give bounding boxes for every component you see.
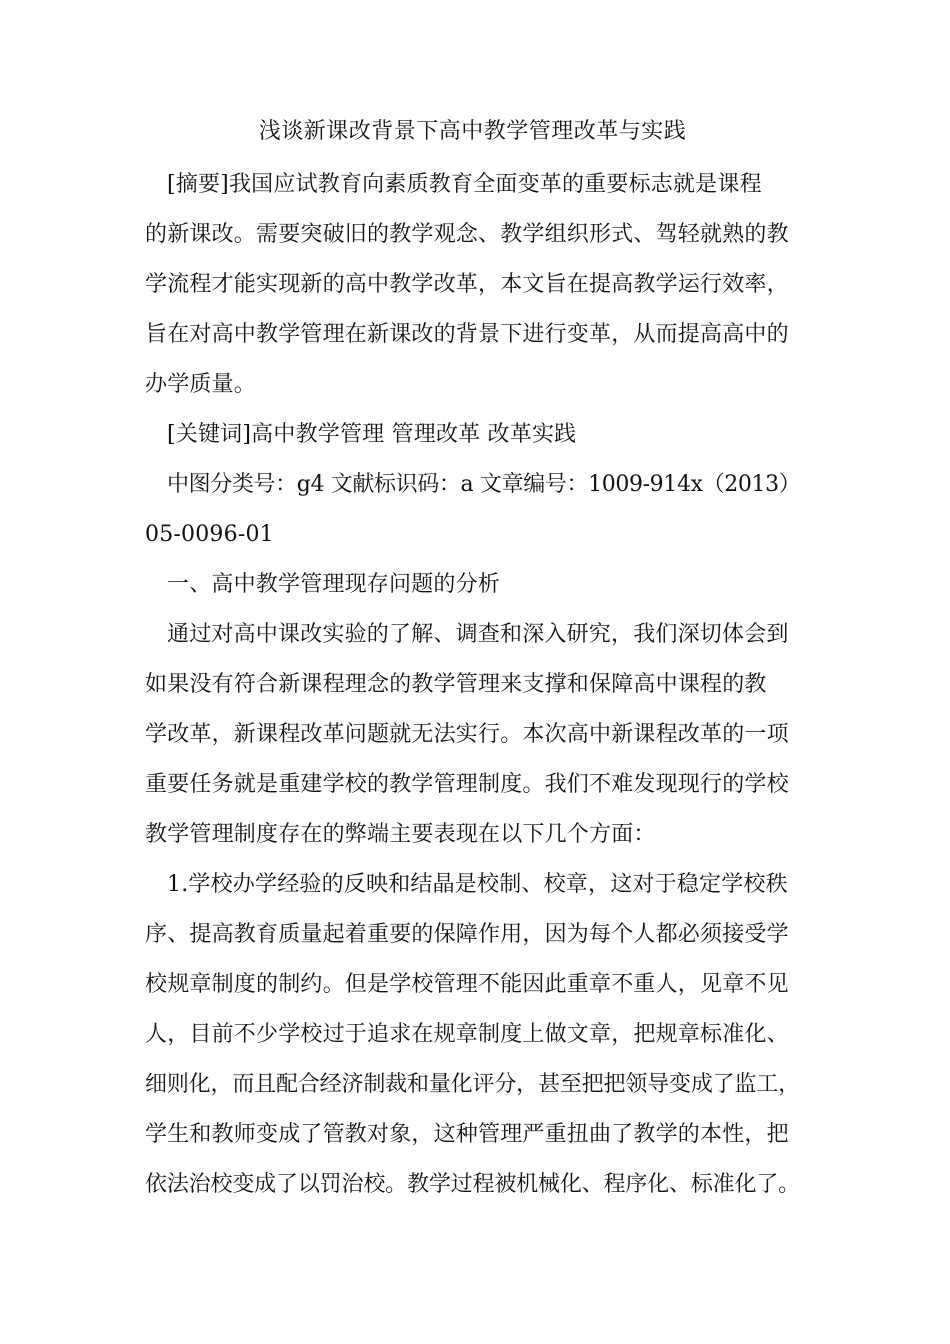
text-line: 如果没有符合新课程理念的教学管理来支撑和保障高中课程的教	[145, 672, 767, 697]
document-body	[145, 112, 800, 1210]
text-line: 的新课改。需要突破旧的教学观念、教学组织形式、驾轻就熟的教	[145, 222, 789, 247]
text-line: 序、提高教育质量起着重要的保障作用，因为每个人都必须接受学	[145, 922, 789, 947]
text-line: 依法治校变成了以罚治校。教学过程被机械化、程序化、标准化了。	[145, 1172, 801, 1197]
text-line: 人，目前不少学校过于追求在规章制度上做文章，把规章标准化、	[145, 1022, 789, 1047]
text-line: [摘要]我国应试教育向素质教育全面变革的重要标志就是课程	[167, 172, 762, 197]
text-line: 05-0096-01	[145, 522, 274, 547]
document-text	[145, 160, 800, 1210]
text-line: 一、高中教学管理现存问题的分析	[167, 572, 501, 597]
text-line: 教学管理制度存在的弊端主要表现在以下几个方面：	[145, 822, 656, 847]
text-line: 学生和教师变成了管教对象，这种管理严重扭曲了教学的本性，把	[145, 1122, 789, 1147]
text-line: 细则化，而且配合经济制裁和量化评分，甚至把把领导变成了监工，	[145, 1072, 801, 1097]
text-line: 重要任务就是重建学校的教学管理制度。我们不难发现现行的学校	[145, 772, 789, 797]
text-line: 学改革，新课程改革问题就无法实行。本次高中新课程改革的一项	[145, 722, 789, 747]
text-line: 办学质量。	[145, 372, 257, 397]
text-line: 中图分类号：g4 文献标识码：a 文章编号：1009-914x（2013）	[167, 472, 801, 497]
document-title: 浅谈新课改背景下高中教学管理改革与实践	[258, 119, 687, 144]
text-line: 学流程才能实现新的高中教学改革，本文旨在提高教学运行效率，	[145, 272, 789, 297]
text-line: 校规章制度的制约。但是学校管理不能因此重章不重人，见章不见	[145, 972, 789, 997]
text-line: [关键词]高中教学管理 管理改革 改革实践	[167, 422, 577, 447]
text-line: 通过对高中课改实验的了解、调查和深入研究，我们深切体会到	[167, 622, 789, 647]
text-line: 旨在对高中教学管理在新课改的背景下进行变革，从而提高高中的	[145, 322, 789, 347]
text-line: 1.学校办学经验的反映和结晶是校制、校章，这对于稳定学校秩	[167, 872, 788, 897]
